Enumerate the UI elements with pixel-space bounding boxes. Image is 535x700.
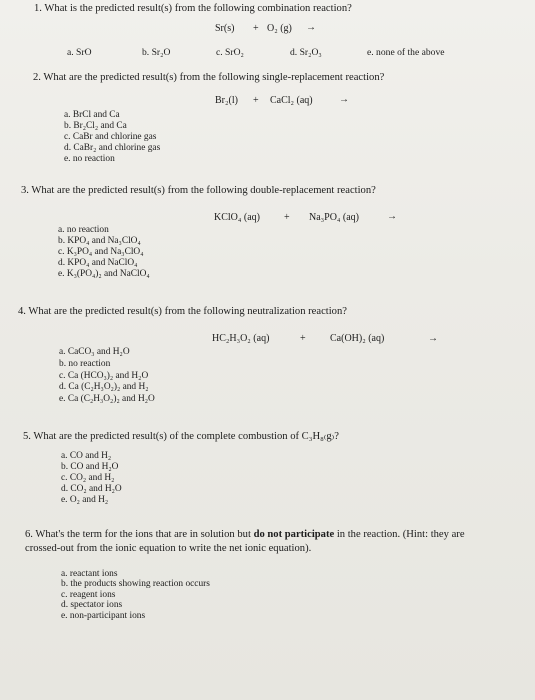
question-6-option-e[interactable]: e. non-participant ions xyxy=(61,610,146,621)
question-2-options xyxy=(64,110,160,165)
question-4-options xyxy=(59,347,155,406)
question-1-arrow: → xyxy=(306,22,316,33)
question-1-option-b[interactable]: b. Sr₂O xyxy=(142,47,171,58)
question-6-option-a[interactable]: a. reactant ions xyxy=(61,569,118,579)
question-1-reactant-1: Sr(s) xyxy=(215,23,235,34)
question-6-prompt-line-2: crossed-out from the ionic equation to write the net ionic equation). xyxy=(25,543,312,554)
question-4-reactant-2: Ca(OH)₂ (aq) xyxy=(330,333,385,344)
question-6-prompt xyxy=(25,529,465,540)
question-2-reactant-1: Br₂(l) xyxy=(215,95,238,106)
question-4-option-a[interactable]: a. CaCO₃ and H₂O xyxy=(59,347,130,357)
question-5-option-d[interactable]: d. CO₂ and H₂O xyxy=(61,484,122,495)
question-2-reactant-2: CaCl₂ (aq) xyxy=(270,95,313,106)
question-3-option-d[interactable]: d. KPO₄ and NaClO₄ xyxy=(58,258,138,269)
question-4-option-e[interactable]: e. Ca (C₂H₃O₂)₂ and H₂O xyxy=(59,394,155,405)
question-1-option-a[interactable]: a. SrO xyxy=(67,47,92,58)
question-4-option-c[interactable]: c. Ca (HCO₃)₂ and H₂O xyxy=(59,370,149,381)
question-5-option-e[interactable]: e. O₂ and H₂ xyxy=(61,495,109,506)
question-5-option-a[interactable]: a. CO and H₂ xyxy=(61,451,112,461)
question-3-options xyxy=(58,225,150,280)
question-5-option-b[interactable]: b. CO and H₂O xyxy=(61,462,119,473)
question-4-option-d[interactable]: d. Ca (C₂H₃O₂)₂ and H₂ xyxy=(59,382,149,393)
question-6-option-d[interactable]: d. spectator ions xyxy=(61,600,123,611)
question-2-plus: + xyxy=(253,95,259,106)
question-4-prompt: 4. What are the predicted result(s) from the following neutralization reaction? xyxy=(18,306,347,317)
question-5-prompt: 5. What are the predicted result(s) of the complete combustion of C₃H₈₍g₎? xyxy=(23,431,339,442)
question-1-option-d[interactable]: d. Sr₂O₃ xyxy=(290,47,322,58)
question-3-option-c[interactable]: c. K₃PO₄ and Na₃ClO₄ xyxy=(58,247,144,258)
question-6-option-c[interactable]: c. reagent ions xyxy=(61,589,116,600)
question-2-option-e[interactable]: e. no reaction xyxy=(64,154,115,165)
question-2-option-d[interactable]: d. CaBr₂ and chlorine gas xyxy=(64,143,161,154)
question-1-plus: + xyxy=(253,23,259,34)
question-5-options xyxy=(61,451,122,506)
question-6-option-b[interactable]: b. the products showing reaction occurs xyxy=(61,579,210,590)
question-6-prompt-start: 6. What's the term for the ions that are in solution but xyxy=(25,529,254,540)
question-3-option-e[interactable]: e. K₃(PO₄)₂ and NaClO₄ xyxy=(58,269,150,280)
question-2-option-a[interactable]: a. BrCl and Ca xyxy=(64,110,120,120)
question-3-reactant-2: Na₃PO₄ (aq) xyxy=(309,212,360,223)
question-4-reactant-1: HC₂H₃O₂ (aq) xyxy=(212,333,270,344)
question-1-reactant-2: O₂ (g) xyxy=(267,23,292,34)
question-3-option-a[interactable]: a. no reaction xyxy=(58,225,109,235)
question-2-prompt: 2. What are the predicted result(s) from the following single-replacement reaction? xyxy=(33,72,385,83)
question-6-prompt-emphasis: do not participate xyxy=(253,529,335,540)
question-4-arrow: → xyxy=(428,333,438,344)
question-2-option-b[interactable]: b. Br₂Cl₂ and Ca xyxy=(64,121,127,132)
question-5-option-c[interactable]: c. CO₂ and H₂ xyxy=(61,473,115,484)
question-6-options xyxy=(61,569,210,621)
question-3-prompt: 3. What are the predicted result(s) from the following double-replacement reaction? xyxy=(21,185,376,196)
question-3-plus: + xyxy=(284,212,290,223)
question-2-arrow: → xyxy=(339,94,349,105)
question-1-option-e[interactable]: e. none of the above xyxy=(367,47,445,58)
question-3-reactant-1: KClO₄ (aq) xyxy=(214,212,260,223)
question-2-option-c[interactable]: c. CaBr and chlorine gas xyxy=(64,132,157,143)
question-4-plus: + xyxy=(300,333,306,344)
question-1-prompt: 1. What is the predicted result(s) from the following combination reaction? xyxy=(34,3,352,14)
question-3-arrow: → xyxy=(387,211,397,222)
question-3-option-b[interactable]: b. KPO₄ and Na₃ClO₄ xyxy=(58,236,141,247)
question-1-option-c[interactable]: c. SrO₂ xyxy=(216,47,244,58)
question-4-option-b[interactable]: b. no reaction xyxy=(59,358,111,369)
question-6-prompt-end: in the reaction. (Hint: they are xyxy=(334,529,465,540)
